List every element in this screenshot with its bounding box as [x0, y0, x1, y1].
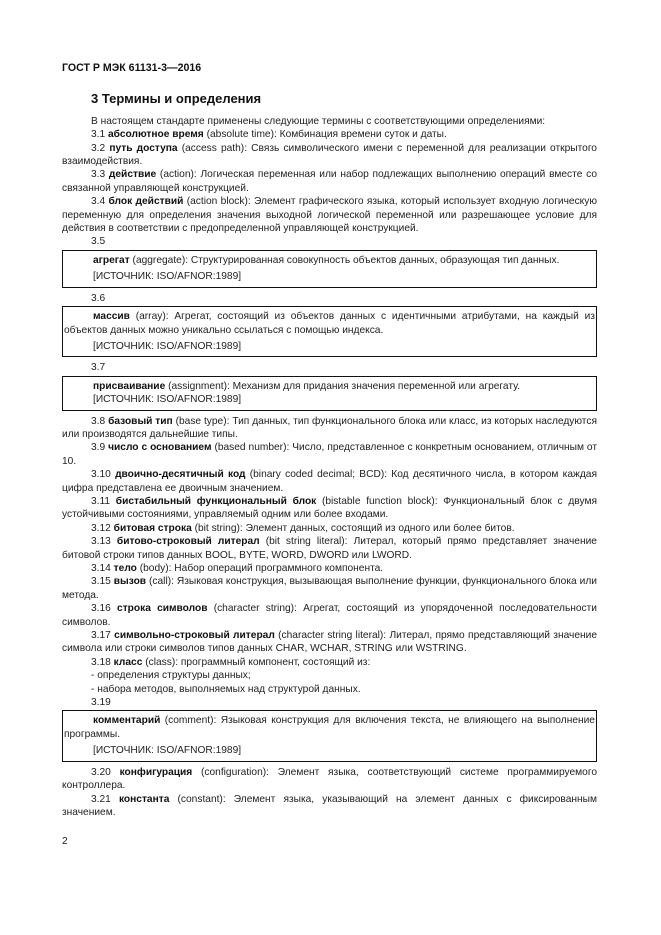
- term: класс: [113, 656, 143, 668]
- source-reference: [ИСТОЧНИК: ISO/AFNOR:1989]: [93, 394, 242, 406]
- term-entry: 3.15 вызов (call): Языковая конструкция, вызывающая выполнение функции, функционального блока или метода.: [62, 576, 597, 601]
- term-entry: 3.21 константа (constant): Элемент языка, указывающий на элемент данных с фиксированным значением.: [62, 793, 597, 818]
- page-number: 2: [62, 836, 68, 847]
- term-number: 3.19: [91, 697, 111, 709]
- term: строка символов: [117, 603, 208, 615]
- list-item: - определения структуры данных;: [91, 670, 251, 682]
- term-entry: 3.18 класс (class): программный компонент, состоящий из:: [91, 656, 371, 668]
- term: блок действий: [108, 196, 184, 208]
- section-title: 3 Термины и определения: [91, 91, 262, 107]
- term-entry: 3.11 бистабильный функциональный блок (bistable function block): Функциональный блок с двумя устойчивыми состояниями, управляемый одним или более входами.: [62, 495, 597, 521]
- term-entry: 3.1 абсолютное время (absolute time): Комбинация времени суток и даты.: [91, 129, 447, 141]
- term-entry: 3.16 строка символов (character string): Агрегат, состоящий из упорядоченной последовательности символов.: [62, 603, 597, 628]
- term-entry: 3.12 битовая строка (bit string): Элемент данных, состоящий из одного или более битов.: [91, 522, 515, 534]
- list-item: - набора методов, выполняемых над структурой данных.: [91, 683, 361, 695]
- document-page: [62, 62, 597, 819]
- term: присваивание: [93, 380, 166, 392]
- term: двоично-десятичный код: [115, 469, 246, 481]
- term: число с основанием: [108, 442, 212, 454]
- term: битовая строка: [113, 522, 192, 534]
- term-entry: 3.17 символьно-строковый литерал (character string literal): Литерал, прямо представляющий значение символа или строки символов типов данных CHAR, WCHAR, STRING или WSTRING.: [62, 630, 597, 655]
- term: вызов: [113, 576, 147, 588]
- term-entry: 3.8 базовый тип (base type): Тип данных, тип функционального блока или класс, из которых наследуются или производятся дальнейшие типы.: [62, 415, 597, 440]
- term-entry: 3.13 битово-строковый литерал (bit string literal): Литерал, который прямо представляет значение битовой строки типов данных BOOL, BYTE, WORD, DWORD или LWORD.: [62, 536, 597, 561]
- term: абсолютное время: [108, 129, 204, 141]
- term: бистабильный функциональный блок: [115, 495, 317, 507]
- boxed-term-entry: агрегат (aggregate): Структурированная совокупность объектов данных, образующая тип данных. [ИСТОЧНИК: ISO/AFNOR:1989]: [62, 250, 597, 288]
- term: битово-строковый литерал: [116, 536, 260, 548]
- term: комментарий: [93, 715, 161, 727]
- term: тело: [113, 563, 137, 574]
- term: действие: [108, 169, 157, 181]
- term-entry: 3.3 действие (action): Логическая переменная или набор подлежащих выполнению операций вместе со связанной управляющей конструкцией.: [62, 169, 597, 194]
- boxed-term-entry: комментарий (comment): Языковая конструкция для включения текста, не влияющего на выполнение программы. [ИСТОЧНИК: ISO/AFNOR:1989]: [62, 710, 597, 761]
- source-reference: [ИСТОЧНИК: ISO/AFNOR:1989]: [93, 271, 242, 283]
- document-header: ГОСТ Р МЭК 61131-3—2016: [62, 62, 202, 74]
- term: агрегат: [93, 254, 130, 266]
- term-entry: 3.9 число с основанием (based number): Число, представленное с конкретным основанием, отличным от 10.: [62, 442, 598, 467]
- term: символьно-строковый литерал: [114, 630, 275, 642]
- source-reference: [ИСТОЧНИК: ISO/AFNOR:1989]: [93, 340, 242, 352]
- term: путь доступа: [109, 142, 178, 154]
- term-number: 3.6: [91, 292, 106, 304]
- term-entry: 3.10 двоично-десятичный код (binary coded decimal; BCD): Код десятичного числа, в котором каждая цифра представлена ее двоичным значением.: [62, 469, 597, 494]
- term: базовый тип: [108, 415, 173, 427]
- term-entry: 3.14 тело (body): Набор операций программного компонента.: [91, 563, 384, 574]
- term-entry: 3.2 путь доступа (access path): Связь символического имени с переменной для реализации открытого взаимодействия.: [62, 142, 597, 168]
- intro-text: В настоящем стандарте применены следующие термины с соответствующими определениями:: [91, 115, 546, 127]
- term: константа: [118, 793, 170, 805]
- boxed-term-entry: присваивание (assignment): Механизм для придания значения переменной или агрегату. [ИСТОЧНИК: ISO/AFNOR:1989]: [62, 376, 597, 411]
- source-reference: [ИСТОЧНИК: ISO/AFNOR:1989]: [93, 745, 242, 757]
- term-entry: 3.4 блок действий (action block): Элемент графического языка, который использует входную логическую переменную для определения значения выходной логической переменной или разрешающее условие для действия в соответствии с предопределенной управляющей конструкцией.: [62, 196, 597, 235]
- term-entry: 3.20 конфигурация (configuration): Элемент языка, соответствующий системе программируемого контроллера.: [62, 766, 597, 792]
- boxed-term-entry: массив (array): Агрегат, состоящий из объектов данных с идентичными атрибутами, на каждый из объектов данных можно уникально ссылаться с помощью индекса. [ИСТОЧНИК: ISO/AFNOR:1989]: [62, 306, 597, 357]
- term: массив: [93, 311, 130, 323]
- term-number: 3.5: [91, 236, 106, 248]
- term: конфигурация: [119, 766, 193, 778]
- term-number: 3.7: [91, 362, 106, 374]
